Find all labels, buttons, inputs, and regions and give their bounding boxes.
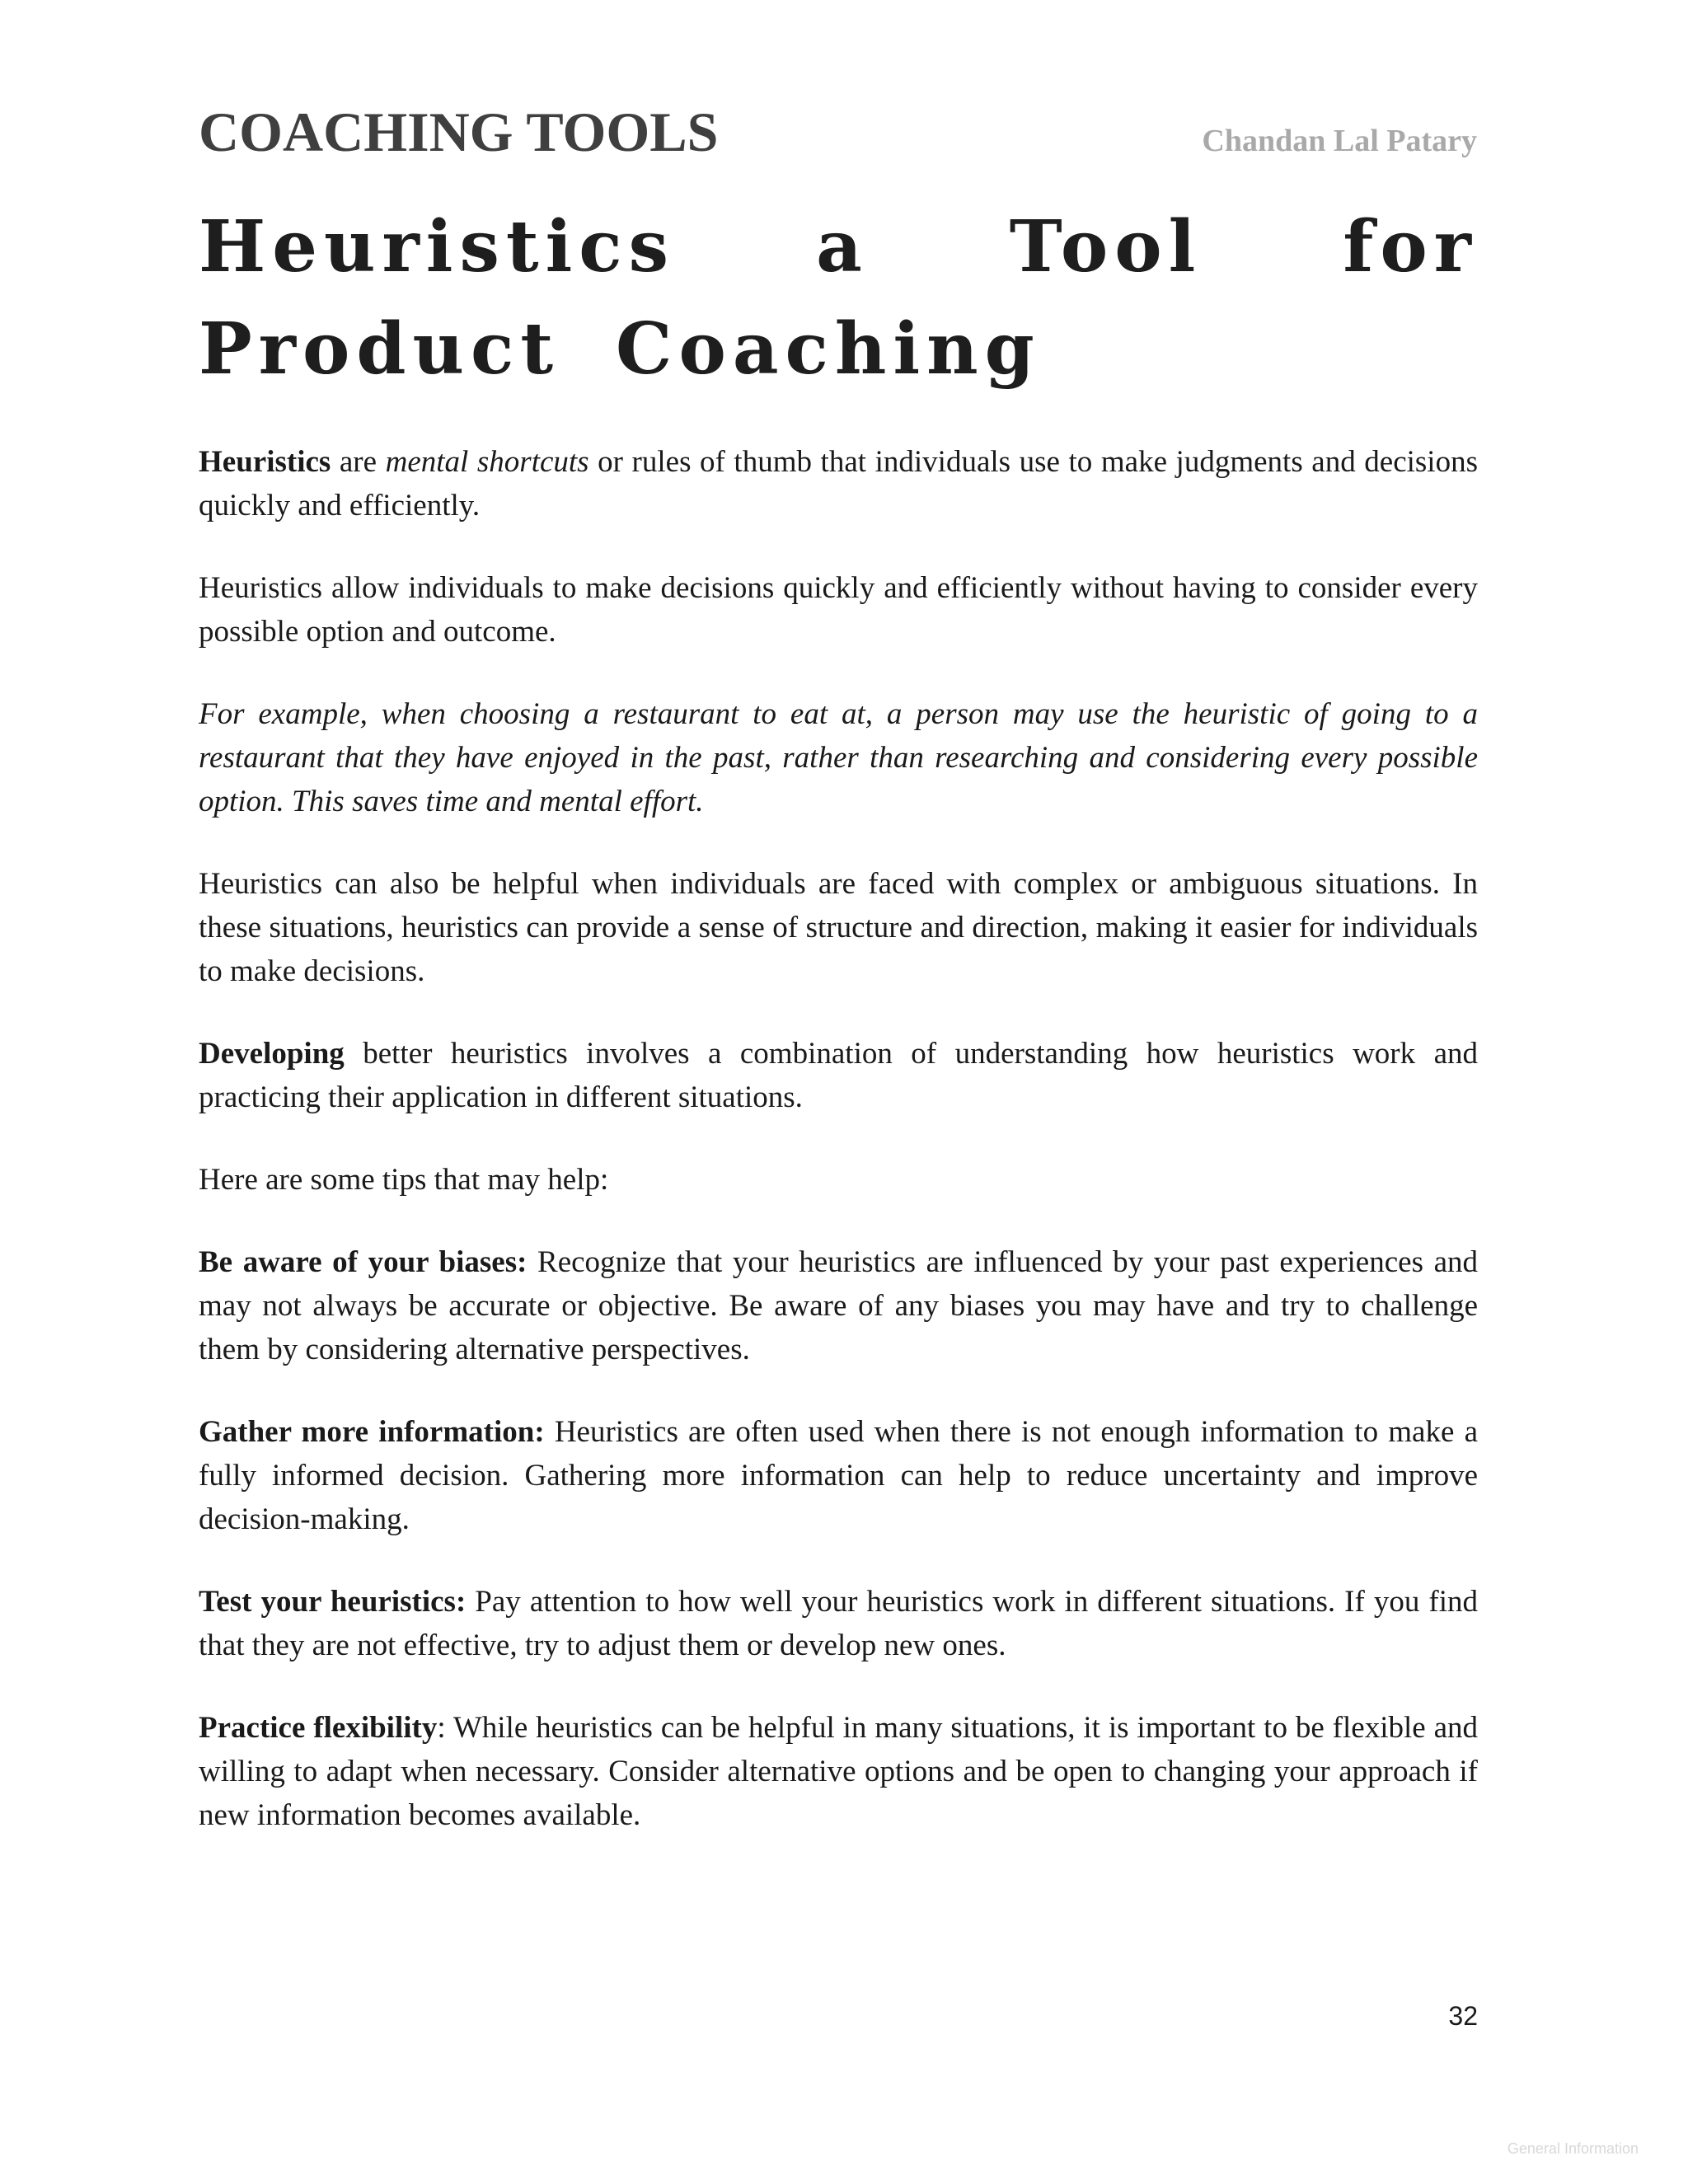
- paragraph-developing: [199, 1032, 1478, 1119]
- tip-item: [199, 1580, 1478, 1667]
- paragraph-example: For example, when choosing a restaurant to eat at, a person may use the heuristic of going to a restaurant that they have enjoyed in the past, rather than researching and considering every possible option. This saves time and mental effort.: [199, 697, 1478, 818]
- paragraph-text: are: [331, 445, 386, 479]
- tip-heading: Gather more information:: [199, 1415, 545, 1449]
- tip-heading: Practice flexibility: [199, 1711, 438, 1745]
- paragraph-text: better heuristics involves a combination of understanding how heuristics work and practicing their application in different situations.: [199, 1037, 1478, 1114]
- section-header: COACHING TOOLS: [199, 101, 719, 163]
- tip-item: [199, 1706, 1478, 1837]
- term-developing: Developing: [199, 1037, 345, 1071]
- term-mental-shortcuts: mental shortcuts: [385, 445, 589, 479]
- classification-label: General Information: [1507, 2140, 1639, 2157]
- author-name: Chandan Lal Patary: [1202, 124, 1477, 158]
- tip-text: Recognize that your heuristics are influenced by your past experiences and may not always be accurate or objective. Be aware of any biases you may have and try to challenge them by considering alternative perspectives.: [199, 1245, 1478, 1366]
- paragraph-tips-intro: Here are some tips that may help:: [199, 1163, 609, 1197]
- tip-heading: Test your heuristics:: [199, 1585, 467, 1619]
- paragraph-definition: [199, 440, 1478, 527]
- page-number: 32: [1448, 2001, 1478, 2031]
- tip-text: Pay attention to how well your heuristics work in different situations. If you find that they are not effective, try to adjust them or develop new ones.: [199, 1585, 1478, 1662]
- tip-item: [199, 1240, 1478, 1371]
- paragraph-text: or rules of thumb that individuals use to make judgments and decisions quickly and efficiently.: [199, 445, 1478, 523]
- page-title: Heuristics a Tool for Product Coaching: [199, 205, 1478, 391]
- paragraph-complex-situations: Heuristics can also be helpful when individuals are faced with complex or ambiguous situations. In these situations, heuristics can provide a sense of structure and direction, making it easier for individuals to make decisions.: [199, 867, 1478, 988]
- article-body: [199, 440, 1478, 1876]
- paragraph-benefit: Heuristics allow individuals to make decisions quickly and efficiently without having to consider every possible option and outcome.: [199, 571, 1478, 649]
- tip-item: [199, 1410, 1478, 1541]
- term-heuristics: Heuristics: [199, 445, 331, 479]
- tip-text: : While heuristics can be helpful in many situations, it is important to be flexible and willing to adapt when necessary. Consider alternative options and be open to changing your approach if new information becomes available.: [199, 1711, 1478, 1832]
- tip-heading: Be aware of your biases:: [199, 1245, 528, 1279]
- tip-text: Heuristics are often used when there is not enough information to make a fully informed decision. Gathering more information can help to reduce uncertainty and improve decision-making.: [199, 1415, 1478, 1536]
